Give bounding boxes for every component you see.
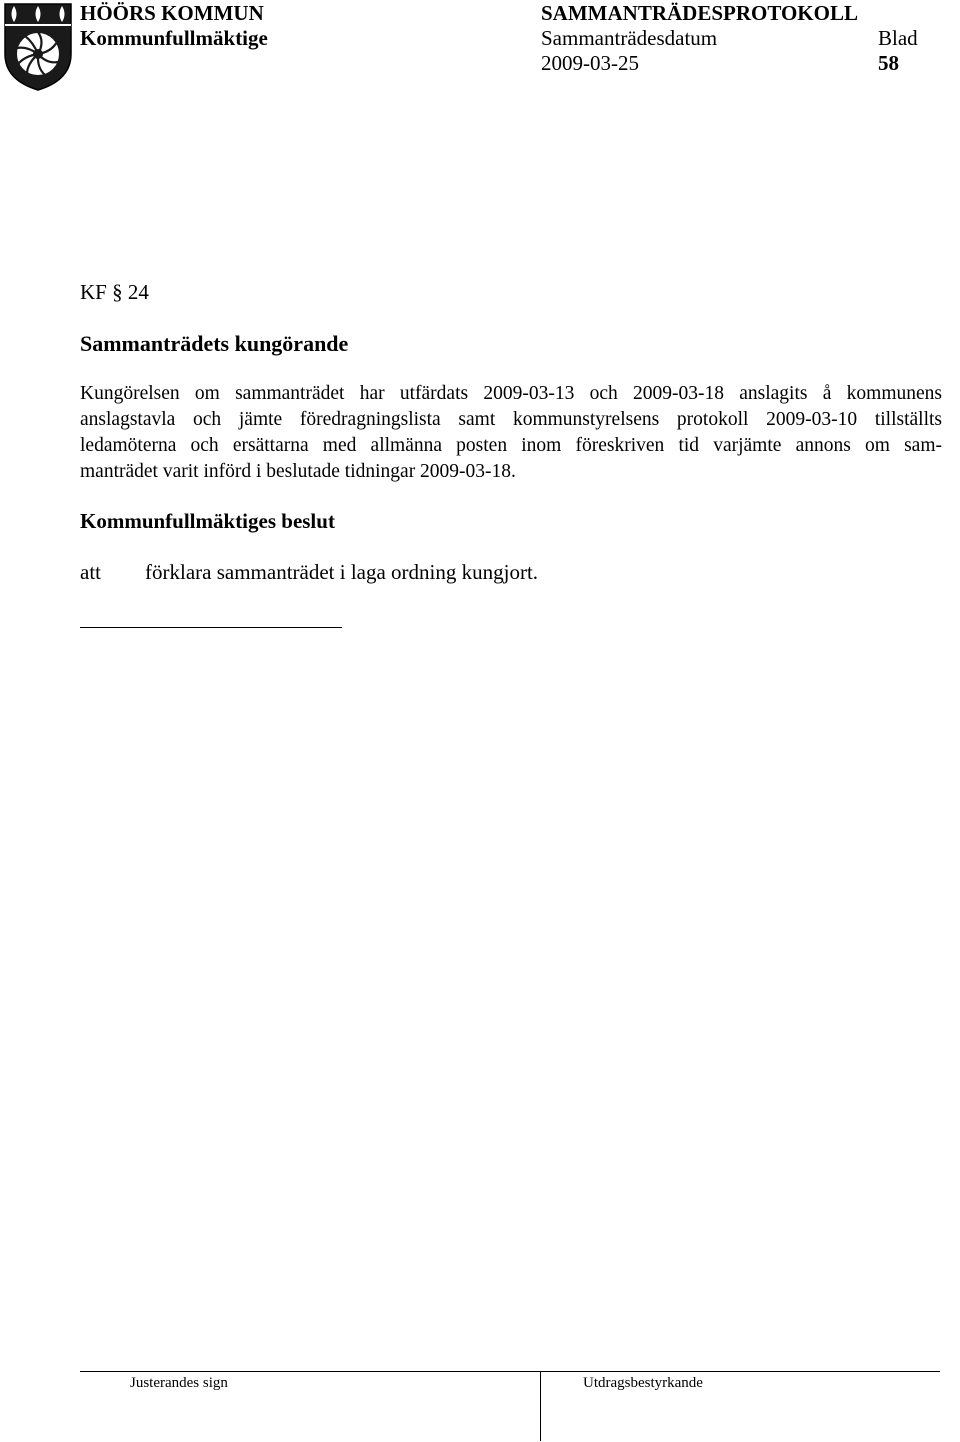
paragraph-line: Kungörelsen om sammanträdet har utfärdats 2009-03-13 och 2009-03-18 anslagits å kommunens [80, 383, 942, 404]
municipal-coat-of-arms-logo [3, 2, 73, 92]
page-number: 58 [878, 51, 899, 75]
adjuster-signature-label: Justerandes sign [130, 1375, 228, 1391]
section-reference: KF § 24 [80, 280, 149, 304]
page-label: Blad [878, 26, 918, 50]
meeting-date-label: Sammanträdesdatum [541, 26, 718, 50]
extract-certification-label: Utdragsbestyrkande [583, 1375, 703, 1391]
paragraph-line: anslagstavla och jämte föredragningslista samt kommunstyrelsens protokoll 2009-03-10 tillställts [80, 409, 942, 430]
section-end-rule [80, 627, 342, 628]
decision-text: förklara sammanträdet i laga ordning kungjort. [145, 560, 539, 584]
paragraph-line: ledamöterna och ersättarna med allmänna posten inom föreskriven tid varjämte annons om sam- [80, 435, 942, 456]
document-type: SAMMANTRÄDESPROTOKOLL [541, 1, 858, 25]
section-title: Sammanträdets kungörande [80, 331, 349, 356]
governing-body: Kommunfullmäktige [80, 26, 268, 50]
paragraph-line: manträdet varit införd i beslutade tidningar 2009-03-18. [80, 461, 516, 482]
footer-column-divider [540, 1371, 541, 1441]
decision-prefix: att [80, 560, 101, 584]
organization-name: HÖÖRS KOMMUN [80, 1, 264, 25]
footer-divider [80, 1371, 940, 1372]
announcement-paragraph [80, 381, 942, 485]
meeting-date: 2009-03-25 [541, 51, 639, 75]
decision-heading: Kommunfullmäktiges beslut [80, 509, 335, 533]
